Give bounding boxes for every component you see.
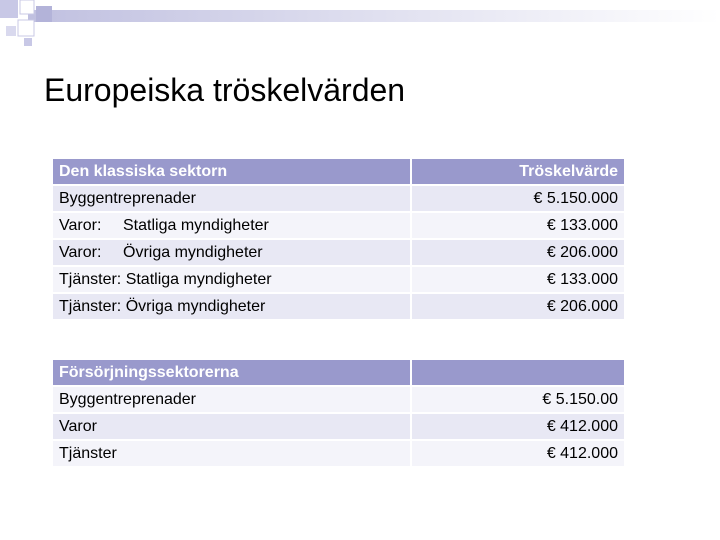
slide-title: Europeiska tröskelvärden xyxy=(44,72,406,108)
row-threshold: € 412.000 xyxy=(412,414,624,439)
table-row xyxy=(53,213,624,238)
header-decoration xyxy=(0,0,720,60)
row-threshold: € 206.000 xyxy=(412,294,624,319)
row-prefix: Varor: xyxy=(59,216,102,234)
table-row xyxy=(53,441,624,466)
row-prefix: Varor: xyxy=(59,243,102,261)
row-threshold: € 5.150.000 xyxy=(412,186,624,211)
utilities-sector-table xyxy=(51,358,626,468)
table-row xyxy=(53,240,624,265)
decoration-square xyxy=(6,26,16,36)
table-header-row xyxy=(53,159,624,184)
row-label-cell xyxy=(53,213,410,238)
header-threshold xyxy=(412,360,624,385)
table-row xyxy=(53,186,624,211)
table-row xyxy=(53,294,624,319)
row-label: Tjänster xyxy=(53,441,410,466)
header-threshold: Tröskelvärde xyxy=(412,159,624,184)
decoration-square xyxy=(24,38,32,46)
header-sector: Försörjningssektorerna xyxy=(53,360,410,385)
row-label: Varor xyxy=(53,414,410,439)
table-row xyxy=(53,387,624,412)
classic-sector-table xyxy=(51,157,626,321)
row-label: Övriga myndigheter xyxy=(123,243,263,261)
decoration-square xyxy=(36,6,52,22)
row-label: Tjänster: Statliga myndigheter xyxy=(53,267,410,292)
table-row xyxy=(53,414,624,439)
row-label-cell xyxy=(53,240,410,265)
row-threshold: € 133.000 xyxy=(412,267,624,292)
row-threshold: € 5.150.00 xyxy=(412,387,624,412)
row-label: Tjänster: Övriga myndigheter xyxy=(53,294,410,319)
row-label: Byggentreprenader xyxy=(53,387,410,412)
row-threshold: € 206.000 xyxy=(412,240,624,265)
decoration-square xyxy=(18,20,34,36)
decoration-band xyxy=(28,10,720,22)
row-threshold: € 412.000 xyxy=(412,441,624,466)
decoration-square xyxy=(20,0,34,14)
row-label: Statliga myndigheter xyxy=(123,216,269,234)
row-threshold: € 133.000 xyxy=(412,213,624,238)
table-header-row xyxy=(53,360,624,385)
row-label: Byggentreprenader xyxy=(53,186,410,211)
table-row xyxy=(53,267,624,292)
header-sector: Den klassiska sektorn xyxy=(53,159,410,184)
decoration-square xyxy=(0,0,18,18)
